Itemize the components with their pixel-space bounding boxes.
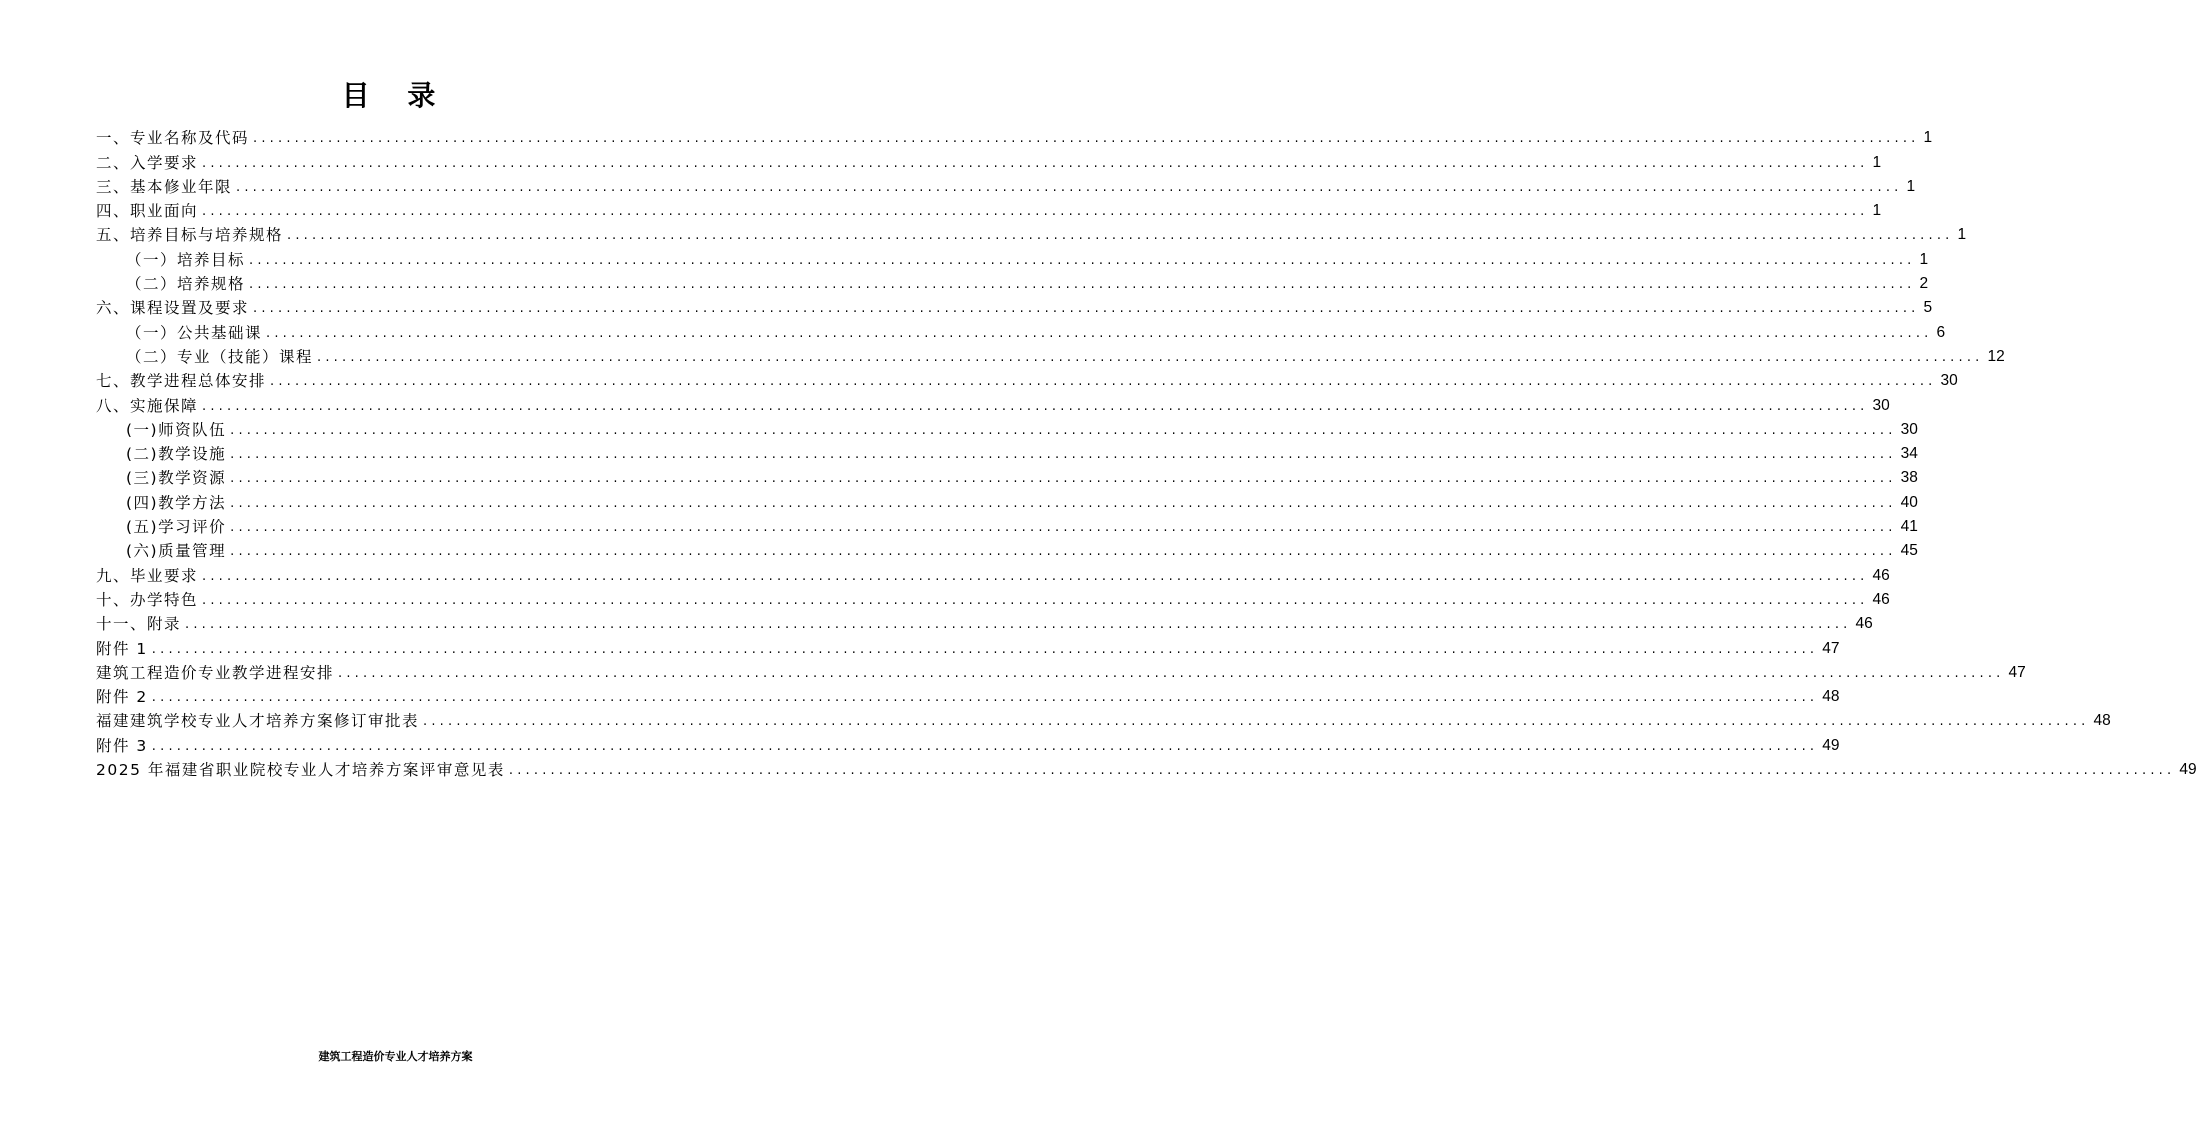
toc-dot-leader: ........................................................................................................................................................................................................ [230, 447, 1897, 463]
toc-entry[interactable] [96, 561, 1890, 585]
toc-dot-leader: ........................................................................................................................................................................................................ [317, 349, 1984, 365]
page-footer: 建筑工程造价专业人才培养方案 [318, 1050, 473, 1063]
toc-entry-label: 五、培养目标与培养规格 [96, 226, 284, 245]
toc-entry-label: 三、基本修业年限 [96, 177, 233, 196]
toc-entry-label: 七、教学进程总体安排 [96, 372, 267, 391]
toc-dot-leader: ........................................................................................................................................................................................................ [287, 228, 1954, 244]
toc-entry-page-number: 46 [1855, 615, 1873, 633]
toc-entry-label: 九、毕业要求 [96, 566, 199, 585]
toc-entry[interactable] [96, 270, 1929, 294]
toc-entry-label: 十一、附录 [96, 615, 182, 634]
toc-entry-page-number: 1 [1906, 177, 1916, 195]
toc-entry-page-number: 12 [1987, 347, 2005, 365]
toc-entry[interactable] [96, 367, 1958, 391]
toc-entry-label: 附件 2 [96, 688, 148, 707]
toc-entry[interactable] [96, 707, 2111, 731]
toc-dot-leader: ........................................................................................................................................................................................................ [253, 301, 1920, 317]
toc-entry-page-number: 2 [1919, 275, 1929, 293]
toc-entry-label: 四、职业面向 [96, 202, 199, 221]
toc-entry[interactable] [96, 245, 1929, 269]
toc-entry[interactable] [96, 634, 1840, 658]
toc-entry-page-number: 34 [1900, 445, 1918, 463]
table-of-contents [96, 124, 2197, 780]
toc-dot-leader: ........................................................................................................................................................................................................ [266, 325, 1933, 341]
toc-entry-label: （一）培养目标 [126, 250, 246, 269]
toc-dot-leader: ........................................................................................................................................................................................................ [185, 617, 1852, 633]
toc-dot-leader: ........................................................................................................................................................................................................ [230, 422, 1897, 438]
toc-dot-leader: ........................................................................................................................................................................................................ [230, 520, 1897, 536]
toc-entry-page-number: 30 [1900, 420, 1918, 438]
toc-entry[interactable] [96, 610, 1873, 634]
toc-dot-leader: ........................................................................................................................................................................................................ [236, 179, 1903, 195]
toc-dot-leader: ........................................................................................................................................................................................................ [151, 641, 1819, 657]
toc-dot-leader: ........................................................................................................................................................................................................ [230, 544, 1897, 560]
toc-entry-label: 十、办学特色 [96, 590, 199, 609]
toc-entry-page-number: 47 [1822, 639, 1840, 657]
toc-entry-page-number: 41 [1900, 518, 1918, 536]
toc-entry-page-number: 48 [1822, 688, 1840, 706]
toc-entry-label: 2025 年福建省职业院校专业人才培养方案评审意见表 [96, 761, 505, 780]
toc-dot-leader: ........................................................................................................................................................................................................ [202, 592, 1869, 608]
toc-entry-label: (一)师资队伍 [126, 420, 227, 439]
toc-entry[interactable] [96, 148, 1882, 172]
toc-dot-leader: ........................................................................................................................................................................................................ [230, 495, 1897, 511]
toc-entry-label: 建筑工程造价专业教学进程安排 [96, 663, 335, 682]
toc-entry-page-number: 45 [1900, 542, 1918, 560]
toc-entry-page-number: 47 [2008, 663, 2026, 681]
toc-entry-label: 附件 1 [96, 639, 148, 658]
toc-entry[interactable] [96, 731, 1840, 755]
toc-dot-leader: ........................................................................................................................................................................................................ [151, 690, 1819, 706]
toc-entry-page-number: 38 [1900, 469, 1918, 487]
toc-entry[interactable] [96, 756, 2197, 780]
toc-entry-page-number: 1 [1919, 250, 1929, 268]
toc-dot-leader: ........................................................................................................................................................................................................ [230, 471, 1897, 487]
toc-dot-leader: ........................................................................................................................................................................................................ [202, 155, 1869, 171]
toc-entry[interactable] [96, 221, 1967, 245]
toc-entry-page-number: 5 [1923, 299, 1933, 317]
toc-dot-leader: ........................................................................................................................................................................................................ [249, 252, 1916, 268]
toc-entry-page-number: 40 [1900, 493, 1918, 511]
toc-dot-leader: ........................................................................................................................................................................................................ [423, 714, 2090, 730]
toc-entry-page-number: 1 [1923, 129, 1933, 147]
toc-entry[interactable] [96, 294, 1933, 318]
toc-entry[interactable] [96, 416, 1918, 440]
toc-entry-page-number: 1 [1872, 202, 1882, 220]
toc-entry-page-number: 46 [1872, 566, 1890, 584]
toc-entry-label: (三)教学资源 [126, 469, 227, 488]
toc-entry-label: 附件 3 [96, 736, 148, 755]
toc-entry[interactable] [96, 586, 1890, 610]
toc-dot-leader: ........................................................................................................................................................................................................ [338, 665, 2005, 681]
toc-entry-label: (五)学习评价 [126, 518, 227, 537]
toc-entry-label: (六)质量管理 [126, 542, 227, 561]
toc-entry-page-number: 48 [2093, 712, 2111, 730]
toc-entry-label: (二)教学设施 [126, 445, 227, 464]
page-title: 目 录 [341, 79, 450, 112]
toc-entry-page-number: 49 [2179, 761, 2197, 779]
toc-entry[interactable] [96, 440, 1918, 464]
toc-entry-label: (四)教学方法 [126, 493, 227, 512]
toc-entry-page-number: 30 [1872, 396, 1890, 414]
toc-dot-leader: ........................................................................................................................................................................................................ [202, 398, 1869, 414]
toc-dot-leader: ........................................................................................................................................................................................................ [508, 763, 2176, 779]
toc-dot-leader: ........................................................................................................................................................................................................ [202, 204, 1869, 220]
toc-entry[interactable] [96, 391, 1890, 415]
toc-dot-leader: ........................................................................................................................................................................................................ [249, 277, 1916, 293]
toc-entry[interactable] [96, 683, 1840, 707]
toc-entry-page-number: 1 [1957, 226, 1967, 244]
toc-entry[interactable] [96, 464, 1918, 488]
toc-entry-label: 六、课程设置及要求 [96, 299, 250, 318]
toc-entry[interactable] [96, 343, 2005, 367]
toc-entry-label: （一）公共基础课 [126, 323, 263, 342]
toc-dot-leader: ........................................................................................................................................................................................................ [253, 131, 1920, 147]
toc-entry-label: 八、实施保障 [96, 396, 199, 415]
toc-entry[interactable] [96, 537, 1918, 561]
toc-entry-page-number: 6 [1936, 323, 1946, 341]
toc-entry-label: 二、入学要求 [96, 153, 199, 172]
toc-entry-page-number: 1 [1872, 153, 1882, 171]
toc-entry-label: （二）培养规格 [126, 275, 246, 294]
toc-entry[interactable] [96, 513, 1918, 537]
toc-entry-label: 福建建筑学校专业人才培养方案修订审批表 [96, 712, 420, 731]
toc-dot-leader: ........................................................................................................................................................................................................ [151, 738, 1819, 754]
toc-entry-page-number: 30 [1940, 372, 1958, 390]
toc-entry[interactable] [96, 124, 1933, 148]
toc-entry[interactable] [96, 173, 1916, 197]
toc-entry-label: （二）专业（技能）课程 [126, 347, 314, 366]
toc-entry-label: 一、专业名称及代码 [96, 129, 250, 148]
toc-entry-page-number: 46 [1872, 590, 1890, 608]
toc-entry[interactable] [96, 318, 1946, 342]
toc-entry[interactable] [96, 197, 1882, 221]
toc-entry[interactable] [96, 488, 1918, 512]
toc-entry-page-number: 49 [1822, 736, 1840, 754]
toc-entry[interactable] [96, 659, 2026, 683]
toc-dot-leader: ........................................................................................................................................................................................................ [270, 374, 1937, 390]
toc-dot-leader: ........................................................................................................................................................................................................ [202, 568, 1869, 584]
